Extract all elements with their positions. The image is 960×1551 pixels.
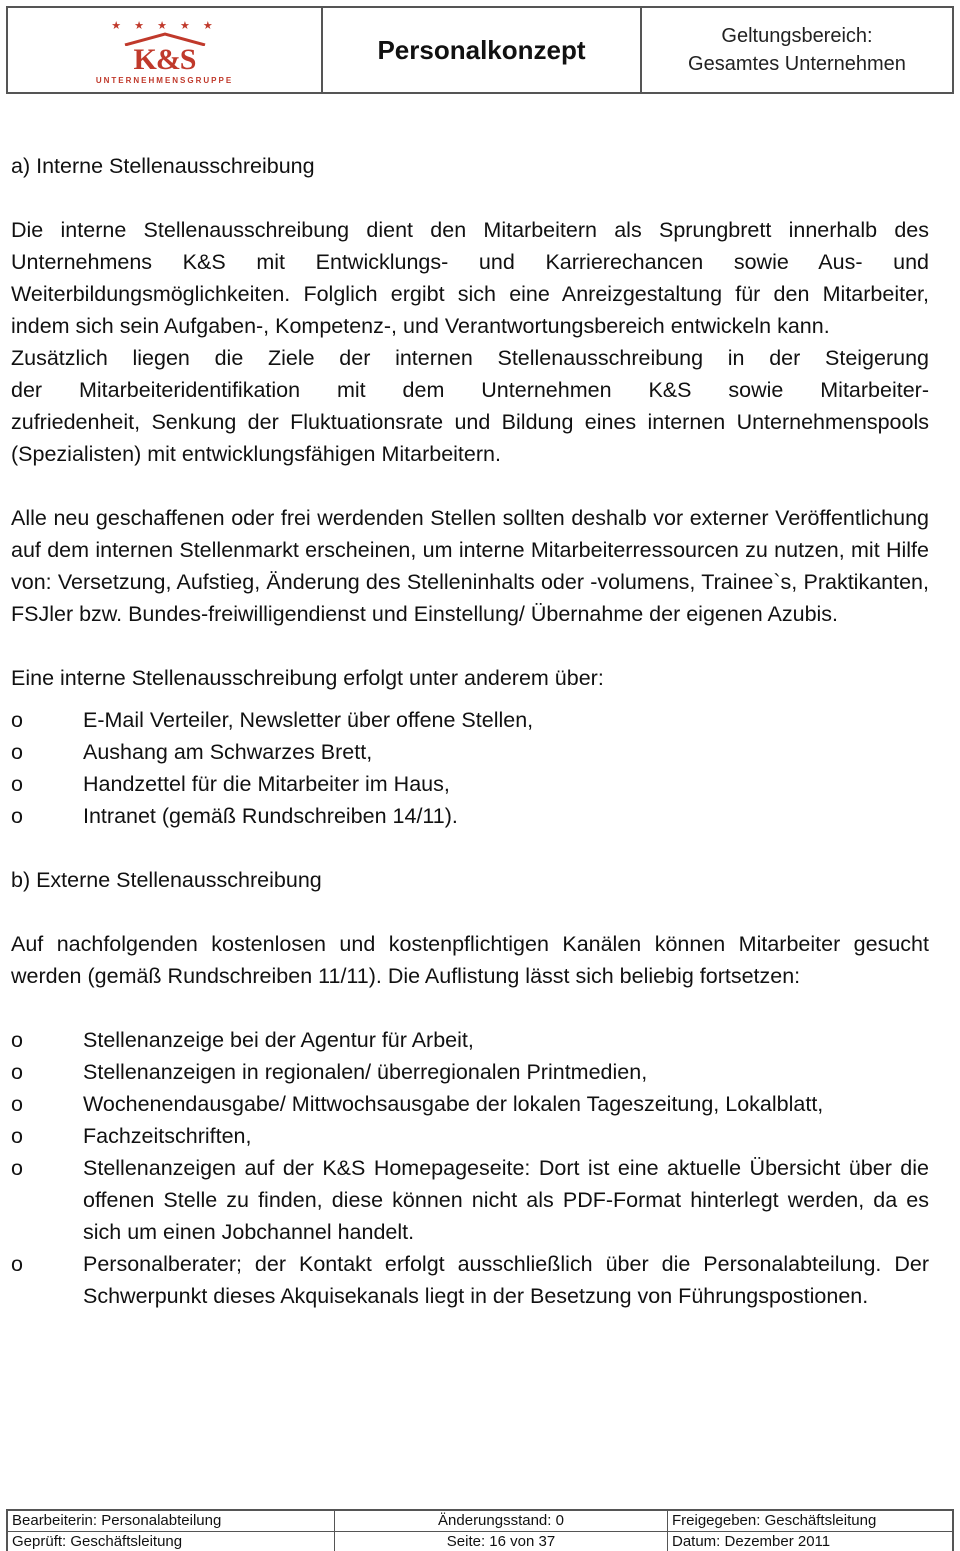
scope-cell [642, 8, 952, 92]
bullet-marker: o [11, 772, 23, 796]
document-title-cell [323, 8, 642, 92]
list-item: o Stellenanzeigen auf der K&S Homepageseite: Dort ist eine aktuelle Übersicht über die offenen Stelle zu finden, diese können nicht als PDF-Format hinterlegt werden, da es sich um einen Jobchannel handelt. [11, 1152, 929, 1248]
footer-date: Datum: Dezember 2011 [672, 1533, 831, 1550]
paragraph-goals-line-1: Zusätzlich liegen die Ziele der internen Stellenausschreibung in der Steigerung [11, 346, 929, 370]
footer-page-number: Seite: 16 von 37 [335, 1532, 668, 1551]
bullet-marker: o [11, 1060, 23, 1084]
footer-row [8, 1511, 952, 1532]
bullet-marker: o [11, 1252, 23, 1276]
bullet-marker: o [11, 1124, 23, 1148]
list-item: o E-Mail Verteiler, Newsletter über offene Stellen, [11, 704, 929, 736]
external-channel-list [11, 1024, 929, 1312]
bullet-marker: o [11, 1092, 23, 1116]
paragraph-goals-line-2: der Mitarbeiteridentifikation mit dem Unternehmen K&S sowie Mitarbeiter- [11, 378, 929, 402]
footer-row [8, 1532, 952, 1551]
paragraph-external-channels: Auf nachfolgenden kostenlosen und kostenpflichtigen Kanälen können Mitarbeiter gesucht werden (gemäß Rundschreiben 11/11). Die Auflistung lässt sich beliebig fortsetzen: [11, 932, 929, 988]
document-header [6, 6, 954, 94]
paragraph-internal-channels: Eine interne Stellenausschreibung erfolgt unter anderem über: [11, 666, 604, 690]
bullet-marker: o [11, 804, 23, 828]
list-item: o Stellenanzeige bei der Agentur für Arbeit, [11, 1024, 929, 1056]
list-item: o Stellenanzeigen in regionalen/ überregionalen Printmedien, [11, 1056, 929, 1088]
document-body [11, 150, 929, 1312]
logo-subtitle: UNTERNEHMENSGRUPPE [95, 75, 234, 85]
footer-author: Bearbeiterin: Personalabteilung [8, 1511, 335, 1531]
list-item: o Fachzeitschriften, [11, 1120, 929, 1152]
scope-value: Gesamtes Unternehmen [688, 53, 906, 75]
scope-label: Geltungsbereich: [721, 25, 873, 47]
list-item: o Personalberater; der Kontakt erfolgt ausschließlich über die Personalabteilung. Der Schwerpunkt dieses Akquisekanals liegt in der Besetzung von Führungspostionen. [11, 1248, 929, 1312]
list-item: o Intranet (gemäß Rundschreiben 14/11). [11, 800, 929, 832]
footer-revision: Änderungsstand: 0 [335, 1511, 668, 1531]
list-item: o Handzettel für die Mitarbeiter im Haus, [11, 768, 929, 800]
list-item: o Wochenendausgabe/ Mittwochsausgabe der lokalen Tageszeitung, Lokalblatt, [11, 1088, 929, 1120]
bullet-marker: o [11, 1028, 23, 1052]
paragraph-internal-intro: Die interne Stellenausschreibung dient den Mitarbeitern als Sprungbrett innerhalb des Unternehmens K&S mit Entwicklungs- und Karrierechancen sowie Aus- und Weiterbildungsmöglichkeiten. Folglich ergibt sich eine Anreizgestaltung für den Mitarbeiter, indem sich sein Aufgaben-, Kompetenz-, und Verantwortungsbereich entwickeln kann. [11, 218, 929, 338]
internal-channel-list [11, 704, 929, 832]
bullet-marker: o [11, 740, 23, 764]
paragraph-vacancies: Alle neu geschaffenen oder frei werdenden Stellen sollten deshalb vor externer Veröffentlichung auf dem internen Stellenmarkt erscheinen, um interne Mitarbeiterressourcen zu nutzen, mit Hilfe von: Versetzung, Aufstieg, Änderung des Stelleninhalts oder -volumens, Trainee`s, Praktikanten, FSJler bzw. Bundes-freiwilligendienst und Einstellung/ Übernahme der eigenen Azubis. [11, 506, 929, 626]
paragraph-goals-rest: zufriedenheit, Senkung der Fluktuationsrate und Bildung eines internen Unternehmenspools (Spezialisten) mit entwicklungsfähigen Mitarbeitern. [11, 410, 929, 466]
logo-stars-icon: ★ ★ ★ ★ ★ [111, 19, 218, 32]
footer-approved: Freigegeben: Geschäftsleitung [672, 1512, 877, 1529]
logo-mark: K&S [133, 42, 196, 76]
bullet-marker: o [11, 1156, 23, 1180]
section-a-heading: a) Interne Stellenausschreibung [11, 154, 315, 178]
list-item: o Aushang am Schwarzes Brett, [11, 736, 929, 768]
bullet-marker: o [11, 708, 23, 732]
section-b-heading: b) Externe Stellenausschreibung [11, 868, 322, 892]
footer-checked: Geprüft: Geschäftsleitung [8, 1532, 335, 1551]
document-footer [6, 1509, 954, 1551]
document-title: Personalkonzept [377, 34, 586, 65]
company-logo [8, 8, 323, 92]
